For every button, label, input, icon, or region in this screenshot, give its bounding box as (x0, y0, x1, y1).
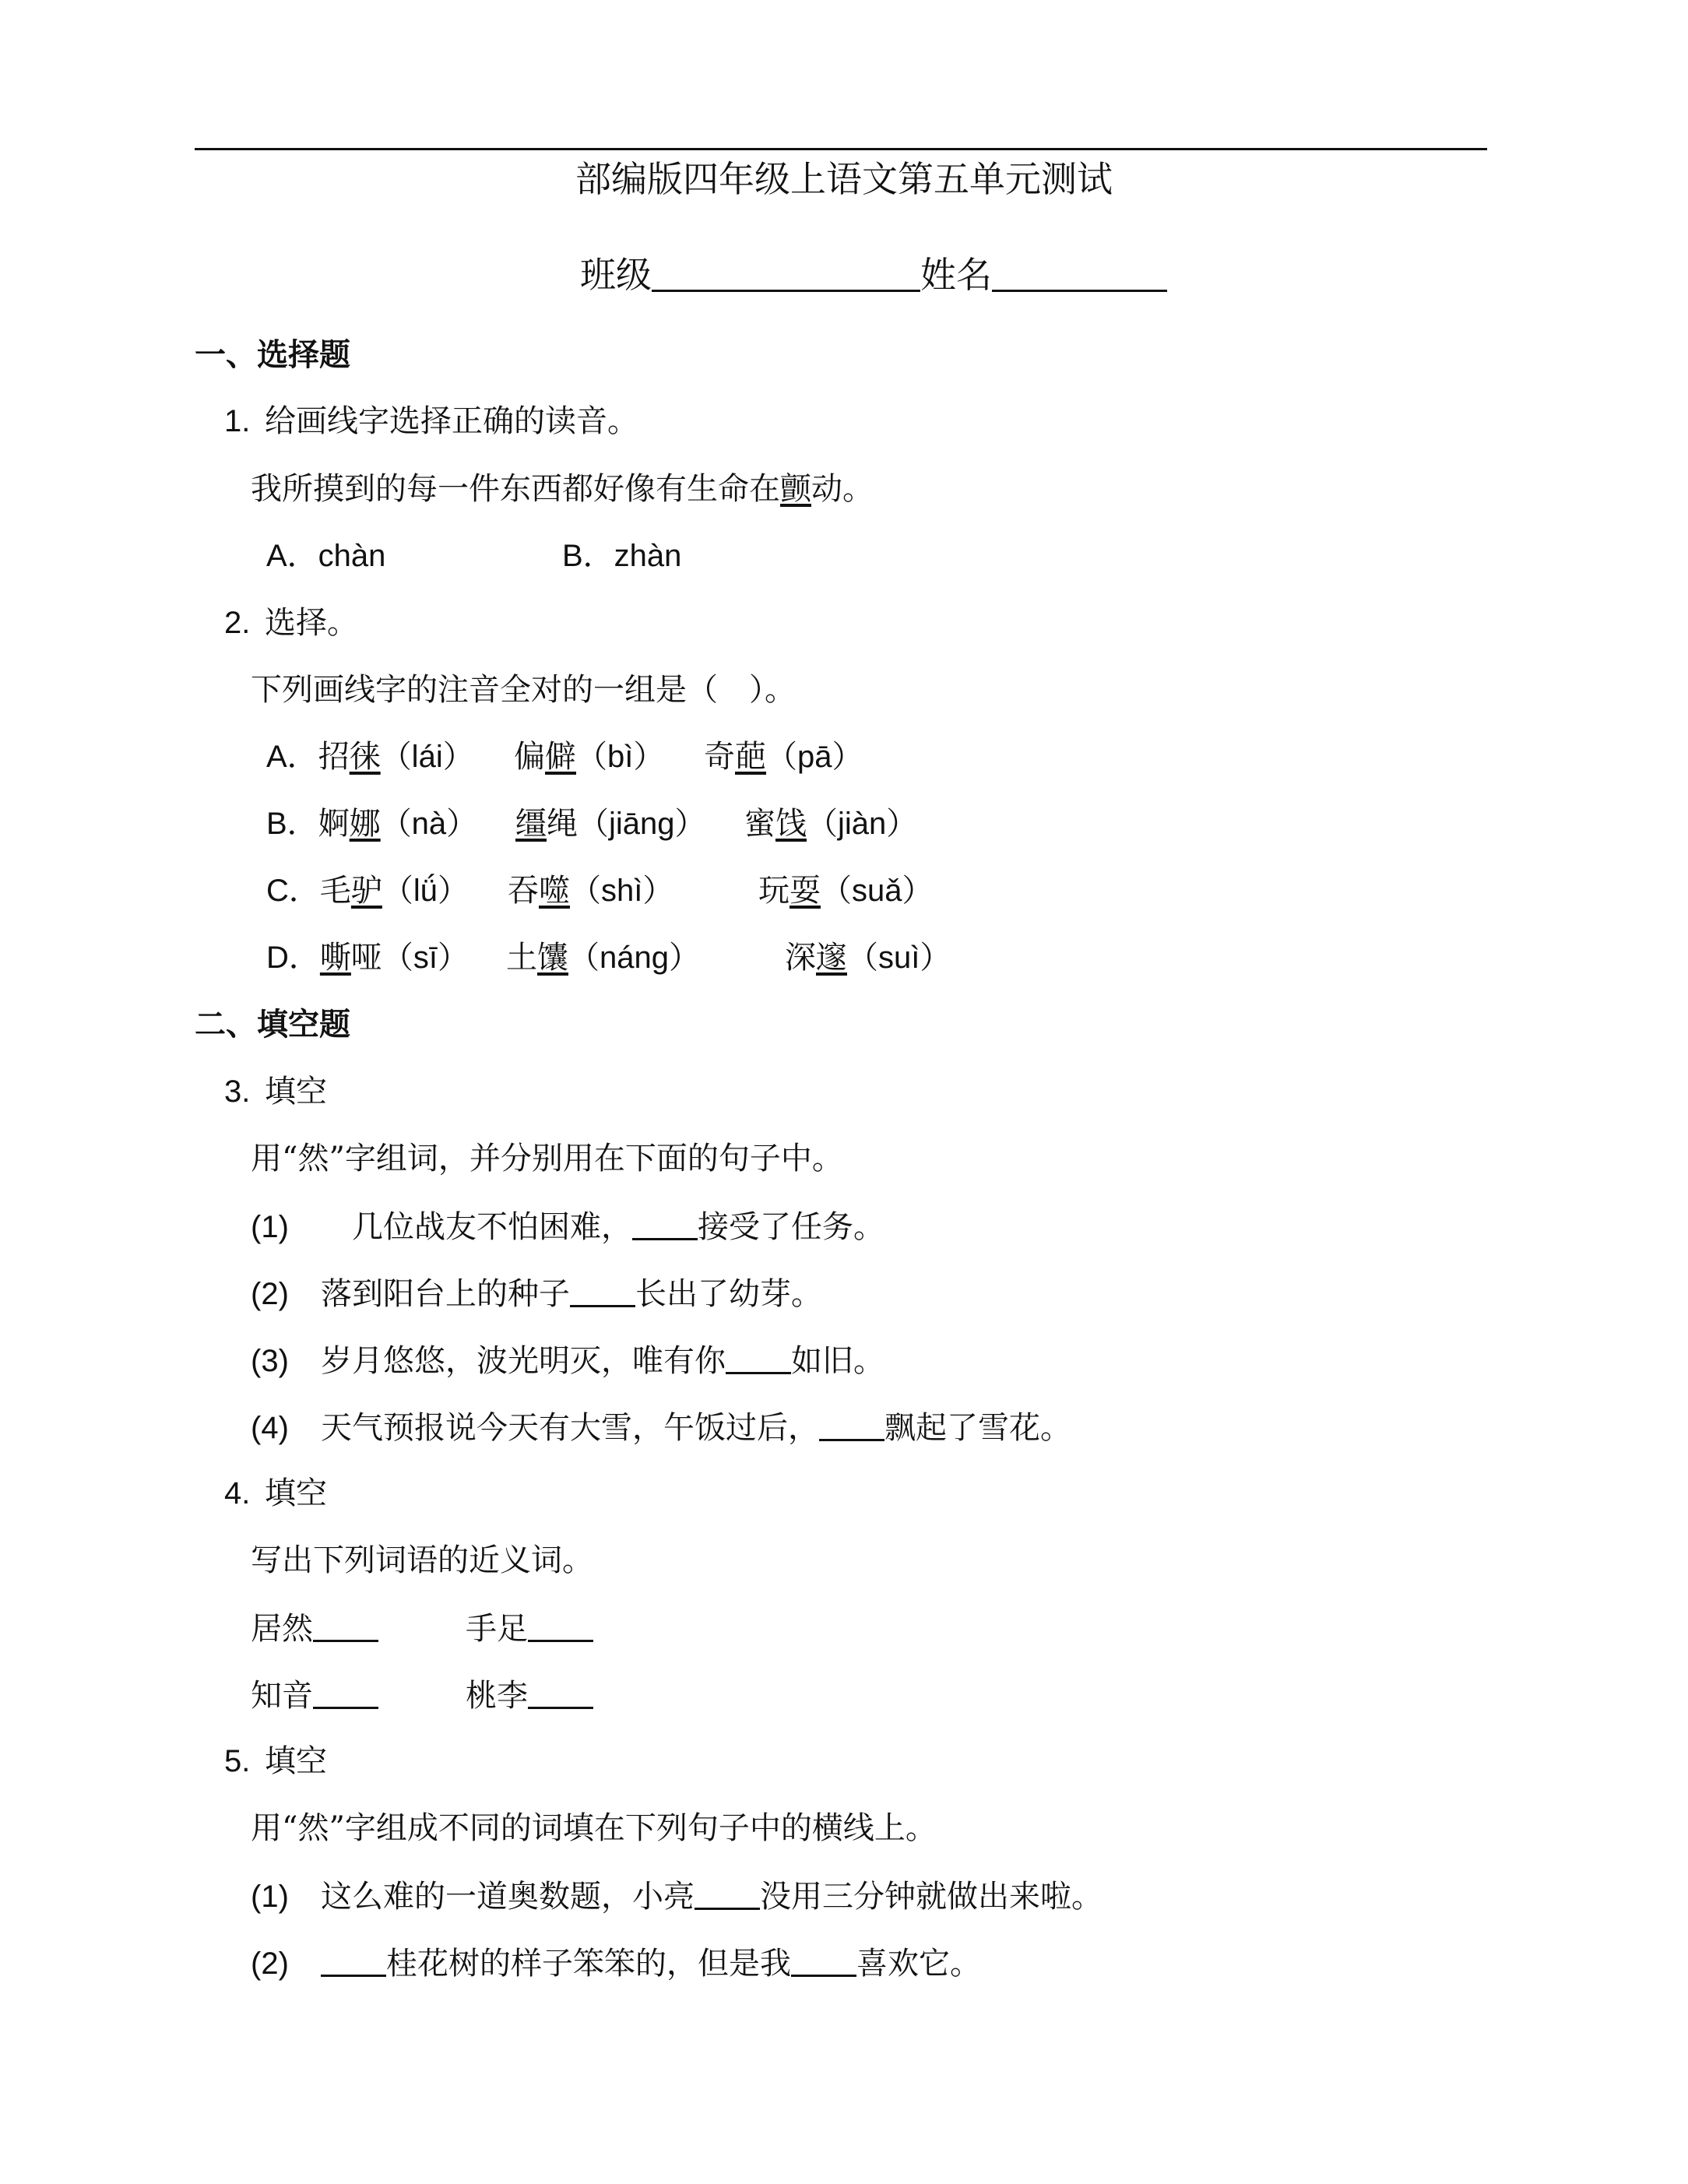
underlined-char: 馕 (537, 940, 568, 976)
answer-blank[interactable] (570, 1271, 635, 1307)
synonym-item (251, 1605, 378, 1651)
word-char: 绳 (547, 806, 578, 842)
underlined-char: 饯 (775, 806, 807, 842)
underlined-char: 缰 (515, 806, 547, 842)
question-stem (224, 1472, 327, 1515)
question-stem (224, 1739, 327, 1783)
item-text: 这么难的一道奥数题，小亮 (321, 1879, 695, 1915)
word-char: 蜜 (744, 806, 775, 842)
q3-prompt: 用“然”字组词，并分别用在下面的句子中。 (251, 1141, 843, 1176)
option-label: D． (266, 941, 320, 975)
answer-blank[interactable] (726, 1338, 791, 1374)
word-char: 土 (506, 940, 537, 976)
item-text: 如旧。 (791, 1343, 884, 1379)
option-a-word3 (704, 735, 863, 779)
pinyin: （suǎ） (821, 874, 934, 908)
item-text: 几位战友不怕困难， (352, 1209, 632, 1245)
option-c-word2 (508, 869, 673, 913)
fill-item (251, 1204, 884, 1249)
item-text: 落到阳台上的种子 (321, 1276, 570, 1312)
option-d[interactable] (266, 936, 469, 979)
q1-sentence (251, 467, 874, 511)
stem-text: 填空 (265, 1475, 327, 1511)
stem-text: 选择。 (265, 605, 358, 641)
underlined-char: 驴 (350, 873, 382, 909)
answer-blank[interactable] (819, 1405, 884, 1441)
pinyin: （nà） (380, 807, 478, 841)
pinyin: （bì） (576, 740, 665, 774)
fill-item (251, 1873, 1102, 1918)
answer-blank[interactable] (313, 1672, 378, 1709)
question-number: 5. (224, 1744, 251, 1778)
fill-item (251, 1940, 981, 1985)
option-b-word2 (515, 802, 706, 846)
fill-item (251, 1271, 822, 1316)
sentence-text: 动。 (811, 471, 874, 507)
option-label: A． (266, 740, 318, 774)
student-info (580, 248, 1167, 302)
stem-text: 填空 (265, 1074, 327, 1110)
pinyin: （lǘ） (382, 874, 469, 908)
option-d-word2 (506, 936, 700, 979)
word-text: 居然 (251, 1611, 313, 1647)
q4-prompt: 写出下列词语的近义词。 (251, 1542, 593, 1578)
underlined-char: 僻 (545, 739, 576, 775)
question-stem (224, 1070, 327, 1113)
word-char: 偏 (514, 739, 545, 775)
option-a[interactable] (266, 735, 474, 779)
underlined-char: 嘶 (319, 940, 351, 976)
item-number: (1) (251, 1210, 289, 1244)
underlined-char: 邃 (816, 940, 847, 976)
answer-blank[interactable] (632, 1204, 698, 1240)
item-number: (1) (251, 1880, 289, 1914)
question-stem (224, 399, 638, 443)
synonym-item (251, 1672, 378, 1718)
item-number: (4) (251, 1411, 289, 1445)
underlined-char: 耍 (789, 873, 821, 909)
name-label: 姓名 (920, 254, 992, 296)
word-char: 毛 (319, 873, 351, 909)
synonym-item (466, 1605, 593, 1651)
answer-blank[interactable] (695, 1873, 760, 1910)
item-text: 桂花树的样子笨笨的，但是我 (386, 1946, 791, 1982)
page-title: 部编版四年级上语文第五单元测试 (575, 158, 1113, 200)
word-text: 桃李 (466, 1678, 528, 1714)
word-char: 哑 (350, 940, 382, 976)
answer-blank[interactable] (528, 1672, 593, 1709)
item-text: 喜欢它。 (856, 1946, 981, 1982)
option-b[interactable] (266, 802, 477, 846)
pinyin: （náng） (568, 941, 700, 975)
question-number: 4. (224, 1476, 251, 1511)
item-text: 岁月悠悠，波光明灭，唯有你 (321, 1343, 726, 1379)
underlined-char: 颤 (780, 471, 811, 507)
stem-text: 给画线字选择正确的读音。 (265, 403, 638, 439)
answer-blank[interactable] (321, 1940, 386, 1977)
item-text: 没用三分钟就做出来啦。 (760, 1879, 1102, 1915)
class-blank[interactable] (652, 249, 920, 292)
stem-text: 填空 (265, 1743, 327, 1779)
sentence-text: 我所摸到的每一件东西都好像有生命在 (251, 471, 780, 507)
pinyin: （lái） (380, 740, 474, 774)
pinyin: （shì） (570, 874, 674, 908)
class-label: 班级 (580, 254, 652, 296)
option-b[interactable]: B．zhàn (562, 539, 682, 573)
underlined-char: 噬 (539, 873, 570, 909)
word-char: 招 (318, 739, 350, 775)
item-text: 飘起了雪花。 (884, 1410, 1071, 1446)
underlined-char: 娜 (349, 806, 381, 842)
underlined-char: 葩 (735, 739, 766, 775)
fill-item (251, 1405, 1071, 1450)
word-char: 奇 (704, 739, 735, 775)
question-number: 2. (224, 606, 251, 640)
word-char: 深 (785, 940, 816, 976)
q2-prompt: 下列画线字的注音全对的一组是（ ）。 (251, 672, 796, 708)
pinyin: （jiāng） (578, 807, 706, 841)
section-heading: 一、选择题 (195, 337, 350, 373)
item-number: (3) (251, 1344, 289, 1378)
option-c[interactable] (266, 869, 469, 913)
item-text: 长出了幼芽。 (635, 1276, 822, 1312)
answer-blank[interactable] (791, 1940, 856, 1977)
section-heading: 二、填空题 (195, 1007, 350, 1043)
option-label: C． (266, 874, 320, 908)
question-stem (224, 601, 358, 645)
answer-blank[interactable] (528, 1605, 593, 1642)
word-char: 吞 (508, 873, 539, 909)
q5-prompt: 用“然”字组成不同的词填在下列句子中的横线上。 (251, 1810, 937, 1846)
pinyin: （pā） (766, 740, 863, 774)
synonym-item (466, 1672, 593, 1718)
fill-item (251, 1338, 884, 1383)
pinyin: （suì） (847, 941, 951, 975)
option-b-word3 (744, 802, 917, 846)
item-text: 天气预报说今天有大雪，午饭过后， (321, 1410, 819, 1446)
header-rule (195, 148, 1487, 150)
item-text: 接受了任务。 (698, 1209, 884, 1245)
question-number: 1. (224, 404, 251, 438)
pinyin: （jiàn） (807, 807, 918, 841)
word-char: 婀 (318, 806, 350, 842)
name-blank[interactable] (992, 249, 1167, 292)
option-d-word3 (785, 936, 951, 979)
word-text: 知音 (251, 1678, 313, 1714)
item-number: (2) (251, 1277, 289, 1311)
word-char: 玩 (758, 873, 789, 909)
option-c-word3 (758, 869, 934, 913)
underlined-char: 徕 (349, 739, 381, 775)
option-a[interactable]: A．chàn (266, 539, 386, 573)
answer-blank[interactable] (313, 1605, 378, 1642)
option-a-word2 (514, 735, 664, 779)
option-label: B． (266, 807, 318, 841)
pinyin: （sī） (382, 941, 469, 975)
item-number: (2) (251, 1947, 289, 1981)
question-number: 3. (224, 1074, 251, 1109)
word-text: 手足 (466, 1611, 528, 1647)
